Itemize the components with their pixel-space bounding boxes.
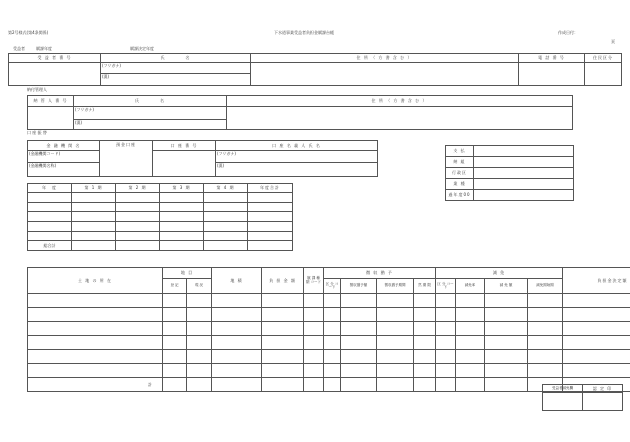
land-total-label: 計: [28, 378, 163, 392]
col-account-holder: 口 座 名 義 人 氏 名: [216, 141, 378, 151]
manager-kanji-cell: (漢): [74, 120, 227, 130]
side-label-prior-year: 過年度00: [446, 190, 474, 201]
col-period-2: 第 2 期: [116, 184, 160, 193]
beneficiary-no-cell: [9, 63, 101, 86]
col-deposit-account: 預金口座: [100, 141, 153, 177]
created-date-label: 作成日付：: [558, 30, 578, 35]
resident-class-cell: [585, 63, 622, 86]
levy-year-label: 賦課年度: [36, 46, 52, 51]
side-value: [474, 146, 574, 157]
side-value: [474, 168, 574, 179]
col-name: 氏 名: [101, 54, 251, 63]
col-reduction-start: 減免期始期: [528, 279, 563, 294]
col-account-no: 口 座 番 号: [153, 141, 216, 151]
col-period-3: 第 3 期: [160, 184, 204, 193]
col-reduction-amount: 減 免 額: [485, 279, 528, 294]
decision-year-label: 賦課決定年度: [130, 46, 154, 51]
manager-furigana-cell: (フリガナ): [74, 107, 227, 120]
col-reduction-rate: 減免率: [456, 279, 485, 294]
side-label-district: 行政区: [446, 168, 474, 179]
col-resident-class: 住民区分: [585, 54, 622, 63]
col-grace: 徴 収 猶 予: [324, 268, 436, 279]
bank-name-cell: (金融機関名称): [28, 163, 100, 177]
holder-kanji-cell: (漢): [216, 163, 378, 177]
stamp-approval-box: [583, 393, 623, 411]
installments-table: [27, 183, 293, 251]
stamp-table: [542, 384, 623, 411]
col-land-area: 地 積: [212, 268, 262, 294]
form-number: 第2号様式(第4条関係): [8, 30, 49, 35]
transfer-table: [27, 140, 378, 177]
document-title: 下水道事業受益者負担金賦課台帳: [274, 30, 334, 35]
side-label-group: 納 組: [446, 157, 474, 168]
col-land-category-registered: 登 記: [163, 279, 187, 294]
col-year-total: 年度合計: [248, 184, 293, 193]
address-cell: [251, 63, 519, 86]
col-decided-amount: 負担金決定額: [563, 268, 630, 294]
phone-cell: [519, 63, 585, 86]
stamp-reduction-label: 受益者減免欄: [543, 385, 583, 393]
side-value: [474, 179, 574, 190]
side-label-payment: 支 払: [446, 146, 474, 157]
manager-no-cell: [28, 107, 74, 130]
table-row: [28, 350, 630, 364]
holder-furigana-cell: (フリガナ): [216, 151, 378, 163]
table-row: [28, 231, 293, 241]
name-furigana-cell: (フリガナ): [101, 63, 251, 74]
col-reduction: 減 免: [436, 268, 563, 279]
table-row: [28, 336, 630, 350]
beneficiary-label: 受益者: [13, 46, 25, 51]
land-table: [27, 267, 630, 392]
col-burden-amount: 負 担 金 額: [262, 268, 304, 294]
account-no-cell: [153, 151, 216, 177]
grand-total-label: 総合計: [28, 241, 72, 251]
col-period-4: 第 4 期: [204, 184, 248, 193]
transfer-section-label: 口 座 振 替: [27, 130, 47, 135]
col-reduction-code: 区 分 コード: [436, 279, 456, 294]
col-bank-name: 金 融 機 関 名: [28, 141, 100, 151]
manager-address-cell: [227, 107, 573, 130]
table-row: [28, 308, 630, 322]
table-row: [28, 202, 293, 212]
stamp-reduction-box: [543, 393, 583, 411]
col-land-category-actual: 現 況: [187, 279, 212, 294]
table-row: [28, 294, 630, 308]
col-manager-name: 氏 名: [74, 96, 227, 107]
col-land-location: 土 地 の 所 在: [28, 268, 163, 294]
table-row: [28, 322, 630, 336]
name-kanji-cell: (漢): [101, 74, 251, 86]
col-grace-code: 区 分 コード: [324, 279, 341, 294]
bank-code-cell: (金融機関コード): [28, 151, 100, 163]
col-levy-code: 賦 課 種 類 コード: [304, 268, 324, 294]
side-value: [474, 157, 574, 168]
side-value: [474, 190, 574, 201]
manager-section-label: 納付管理人: [27, 87, 47, 92]
col-manager-no: 納 管 人 番 号: [28, 96, 74, 107]
col-address: 住 所 （ 方 書 含 む ）: [251, 54, 519, 63]
table-row: [28, 193, 293, 203]
side-label-industry: 業 種: [446, 179, 474, 190]
col-phone: 電 話 番 号: [519, 54, 585, 63]
col-grace-amount: 徴収猶予額: [341, 279, 377, 294]
col-manager-address: 住 所 （ 方 書 含 む ）: [227, 96, 573, 107]
beneficiary-table: [8, 53, 622, 86]
col-year: 年 度: [28, 184, 72, 193]
col-grace-deadline: 然 期 限: [414, 279, 436, 294]
table-row: [28, 212, 293, 222]
col-land-category: 地 目: [163, 268, 212, 279]
side-info-table: [445, 145, 574, 201]
stamp-approval-label: 認 定 印: [583, 385, 623, 393]
table-row: [28, 222, 293, 232]
col-grace-period: 徴収猶予期間: [377, 279, 414, 294]
manager-table: [27, 95, 573, 130]
table-row: [28, 364, 630, 378]
page-label: 頁: [611, 39, 615, 44]
col-beneficiary-no: 受 益 者 番 号: [9, 54, 101, 63]
col-period-1: 第 1 期: [72, 184, 116, 193]
